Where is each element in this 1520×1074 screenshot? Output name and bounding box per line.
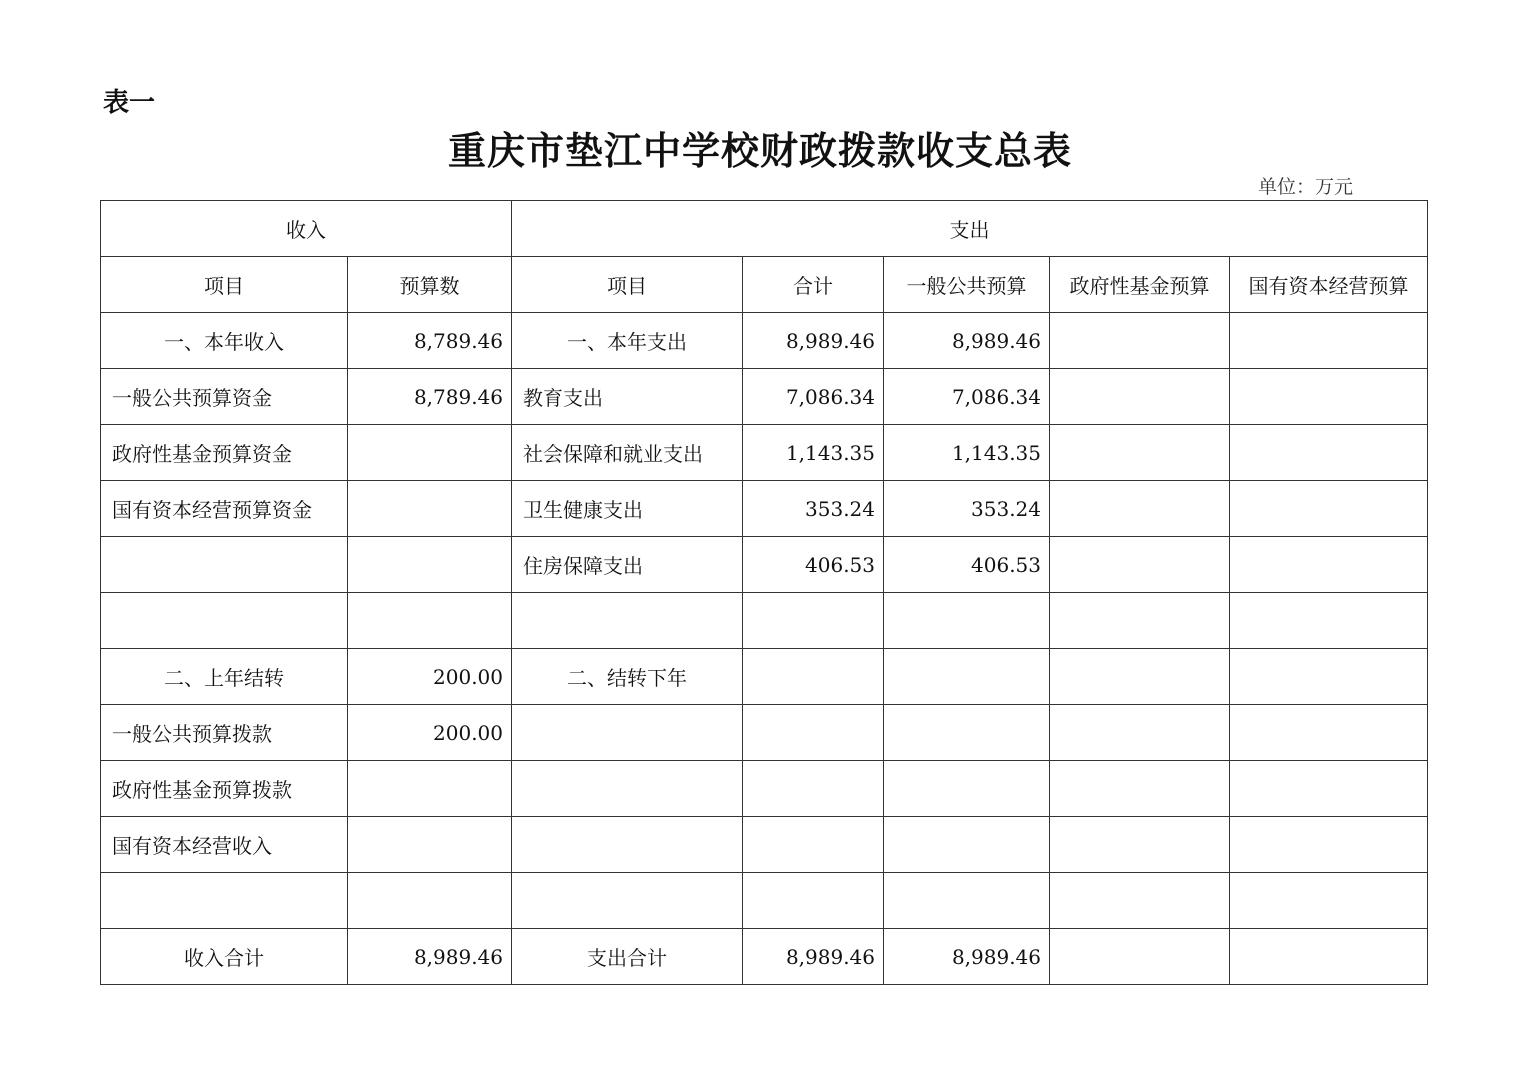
table-cell: 国有资本经营预算资金 — [101, 481, 348, 537]
table-cell — [743, 705, 884, 761]
table-cell — [884, 817, 1050, 873]
table-cell: 8,989.46 — [743, 313, 884, 369]
table-cell: 一般公共预算资金 — [101, 369, 348, 425]
table-cell: 8,989.46 — [743, 929, 884, 985]
budget-table — [100, 200, 1428, 985]
table-cell — [348, 425, 512, 481]
table-cell — [1050, 929, 1230, 985]
table-cell — [1050, 649, 1230, 705]
table-cell — [1050, 761, 1230, 817]
table-cell: 社会保障和就业支出 — [512, 425, 743, 481]
table-cell — [743, 649, 884, 705]
table-cell — [884, 593, 1050, 649]
table-cell — [348, 817, 512, 873]
page-title: 重庆市垫江中学校财政拨款收支总表 — [447, 128, 1072, 173]
table-cell: 一般公共预算拨款 — [101, 705, 348, 761]
table-row — [101, 649, 1428, 705]
expense-group-header: 支出 — [512, 201, 1428, 257]
col-header: 合计 — [743, 257, 884, 313]
table-cell — [1230, 369, 1428, 425]
table-cell — [348, 537, 512, 593]
table-cell — [1050, 705, 1230, 761]
table-cell — [743, 761, 884, 817]
table-cell — [348, 481, 512, 537]
table-cell: 353.24 — [884, 481, 1050, 537]
table-row — [101, 481, 1428, 537]
table-cell: 二、上年结转 — [101, 649, 348, 705]
table-row — [101, 873, 1428, 929]
table-row — [101, 929, 1428, 985]
table-cell: 1,143.35 — [884, 425, 1050, 481]
income-group-header: 收入 — [101, 201, 512, 257]
table-cell — [1230, 593, 1428, 649]
table-cell — [512, 761, 743, 817]
table-cell: 7,086.34 — [884, 369, 1050, 425]
col-header: 政府性基金预算 — [1050, 257, 1230, 313]
table-cell: 二、结转下年 — [512, 649, 743, 705]
table-row — [101, 817, 1428, 873]
table-cell — [1050, 313, 1230, 369]
table-cell: 200.00 — [348, 705, 512, 761]
table-cell — [512, 817, 743, 873]
table-row — [101, 425, 1428, 481]
table-cell: 一、本年支出 — [512, 313, 743, 369]
table-cell: 8,989.46 — [348, 929, 512, 985]
table-cell — [884, 705, 1050, 761]
table-cell: 8,989.46 — [884, 313, 1050, 369]
table-cell: 353.24 — [743, 481, 884, 537]
column-header-row — [101, 257, 1428, 313]
table-row — [101, 537, 1428, 593]
col-header: 一般公共预算 — [884, 257, 1050, 313]
table-cell: 200.00 — [348, 649, 512, 705]
table-cell: 8,789.46 — [348, 313, 512, 369]
table-cell: 收入合计 — [101, 929, 348, 985]
table-row — [101, 313, 1428, 369]
table-row — [101, 369, 1428, 425]
table-cell — [1050, 537, 1230, 593]
unit-label: 单位：万元 — [1258, 176, 1354, 198]
table-number-label: 表一 — [103, 88, 156, 118]
table-cell — [1230, 649, 1428, 705]
table-cell: 406.53 — [884, 537, 1050, 593]
table-cell — [1230, 761, 1428, 817]
table-cell — [1230, 817, 1428, 873]
table-row — [101, 593, 1428, 649]
table-cell — [1050, 481, 1230, 537]
table-cell — [1230, 313, 1428, 369]
table-cell — [1230, 537, 1428, 593]
table-cell: 卫生健康支出 — [512, 481, 743, 537]
table-cell: 406.53 — [743, 537, 884, 593]
table-cell: 一、本年收入 — [101, 313, 348, 369]
table-cell: 支出合计 — [512, 929, 743, 985]
table-cell — [743, 593, 884, 649]
table-cell: 7,086.34 — [743, 369, 884, 425]
table-cell — [101, 873, 348, 929]
table-cell — [1050, 817, 1230, 873]
table-cell: 政府性基金预算拨款 — [101, 761, 348, 817]
table-cell — [1230, 481, 1428, 537]
table-cell: 1,143.35 — [743, 425, 884, 481]
table-cell — [512, 593, 743, 649]
table-cell — [512, 873, 743, 929]
table-cell — [884, 873, 1050, 929]
table-cell — [743, 817, 884, 873]
table-cell — [348, 761, 512, 817]
table-cell: 教育支出 — [512, 369, 743, 425]
table-cell — [1230, 705, 1428, 761]
table-cell — [1230, 425, 1428, 481]
col-header: 预算数 — [348, 257, 512, 313]
table-cell: 住房保障支出 — [512, 537, 743, 593]
table-cell: 政府性基金预算资金 — [101, 425, 348, 481]
table-cell — [348, 873, 512, 929]
table-cell — [348, 593, 512, 649]
table-cell — [1050, 593, 1230, 649]
table-row — [101, 761, 1428, 817]
table-cell — [743, 873, 884, 929]
table-row — [101, 705, 1428, 761]
table-cell — [512, 705, 743, 761]
group-header-row — [101, 201, 1428, 257]
table-cell — [1230, 873, 1428, 929]
table-cell — [884, 649, 1050, 705]
table-cell: 8,989.46 — [884, 929, 1050, 985]
table-cell — [884, 761, 1050, 817]
table-cell — [101, 593, 348, 649]
col-header: 国有资本经营预算 — [1230, 257, 1428, 313]
table-cell — [1050, 369, 1230, 425]
table-cell — [1050, 425, 1230, 481]
col-header: 项目 — [101, 257, 348, 313]
table-cell: 国有资本经营收入 — [101, 817, 348, 873]
table-cell: 8,789.46 — [348, 369, 512, 425]
col-header: 项目 — [512, 257, 743, 313]
table-cell — [1230, 929, 1428, 985]
table-cell — [101, 537, 348, 593]
table-cell — [1050, 873, 1230, 929]
